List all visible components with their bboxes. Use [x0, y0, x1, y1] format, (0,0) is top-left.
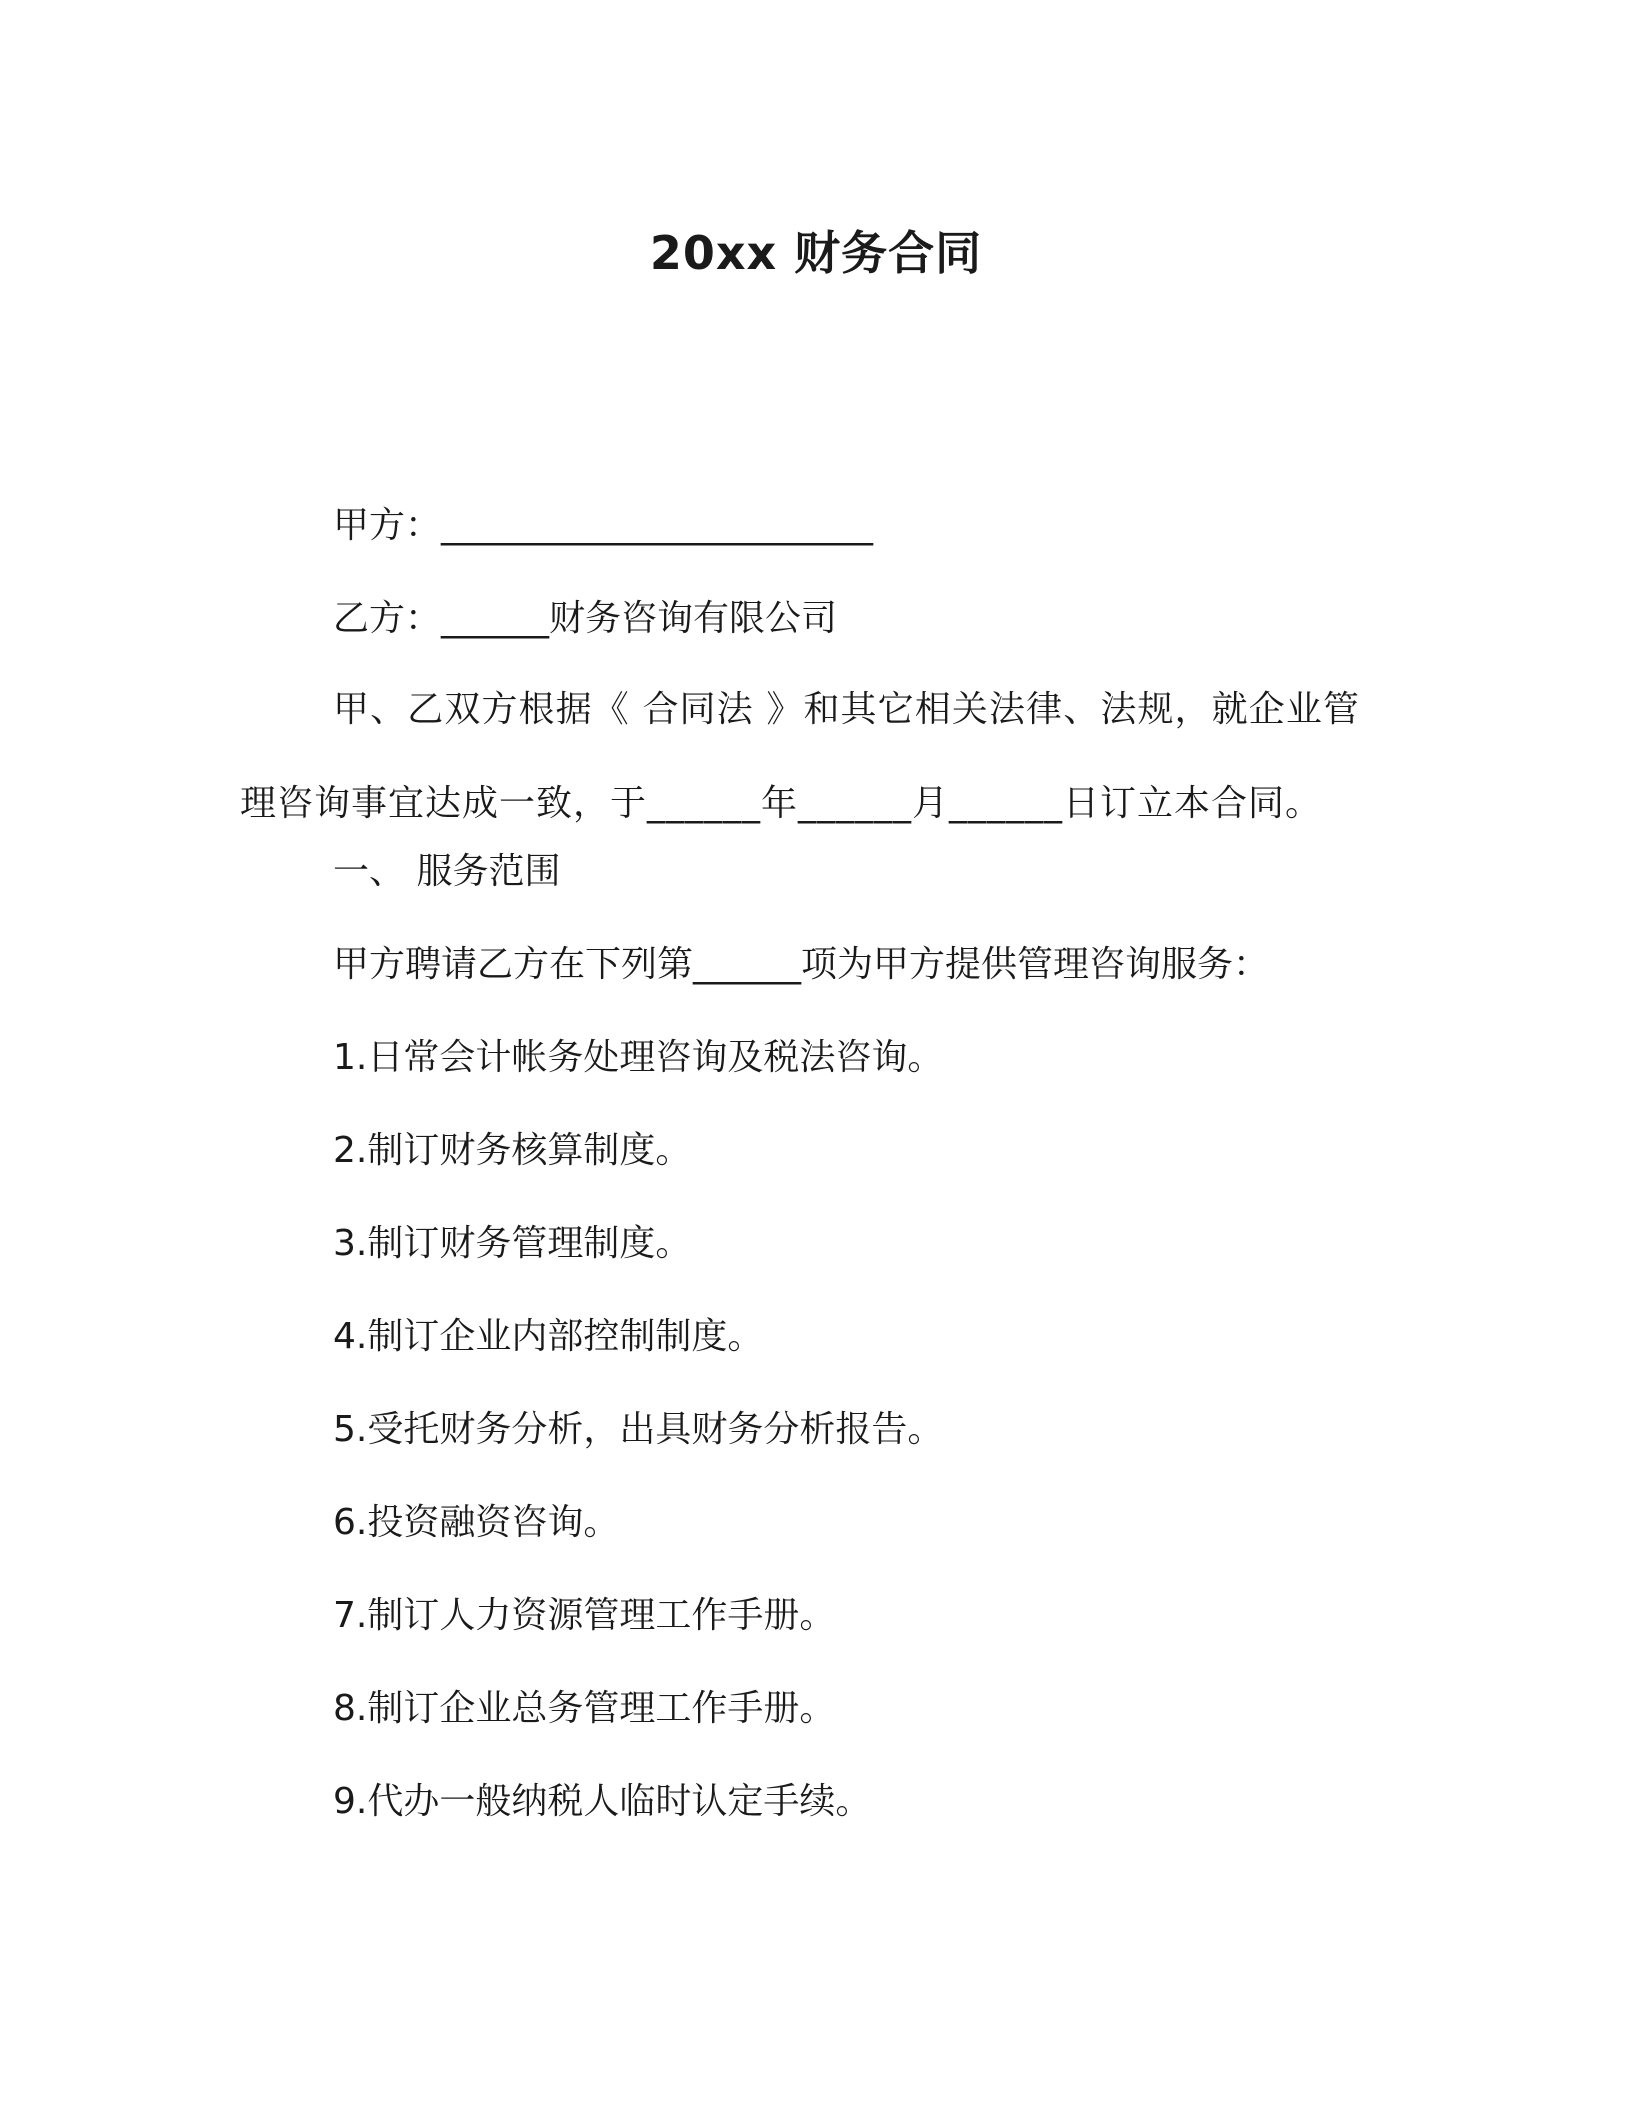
- document-title: 20xx 财务合同: [649, 226, 983, 280]
- party-a-line: 甲方：________________________: [333, 505, 874, 546]
- party-b-line: 乙方：______财务咨询有限公司: [333, 598, 838, 639]
- list-item: 1.日常会计帐务处理咨询及税法咨询。: [333, 1037, 944, 1078]
- list-item: 7.制订人力资源管理工作手册。: [333, 1595, 836, 1636]
- section-1-heading: 一、 服务范围: [333, 851, 561, 892]
- list-item: 2.制订财务核算制度。: [333, 1130, 692, 1171]
- service-intro: 甲方聘请乙方在下列第______项为甲方提供管理咨询服务：: [333, 944, 1270, 985]
- list-item: 4.制订企业内部控制制度。: [333, 1316, 764, 1357]
- list-item: 3.制订财务管理制度。: [333, 1223, 692, 1264]
- intro-paragraph: 甲、乙双方根据《 合同法 》和其它相关法律、法规，就企业管理咨询事宜达成一致，于______年______月______日订立本合同。: [240, 689, 1360, 824]
- list-item: 5.受托财务分析，出具财务分析报告。: [333, 1409, 944, 1450]
- list-item: 9.代办一般纳税人临时认定手续。: [333, 1781, 872, 1822]
- list-item: 6.投资融资咨询。: [333, 1502, 620, 1543]
- list-item: 8.制订企业总务管理工作手册。: [333, 1688, 836, 1729]
